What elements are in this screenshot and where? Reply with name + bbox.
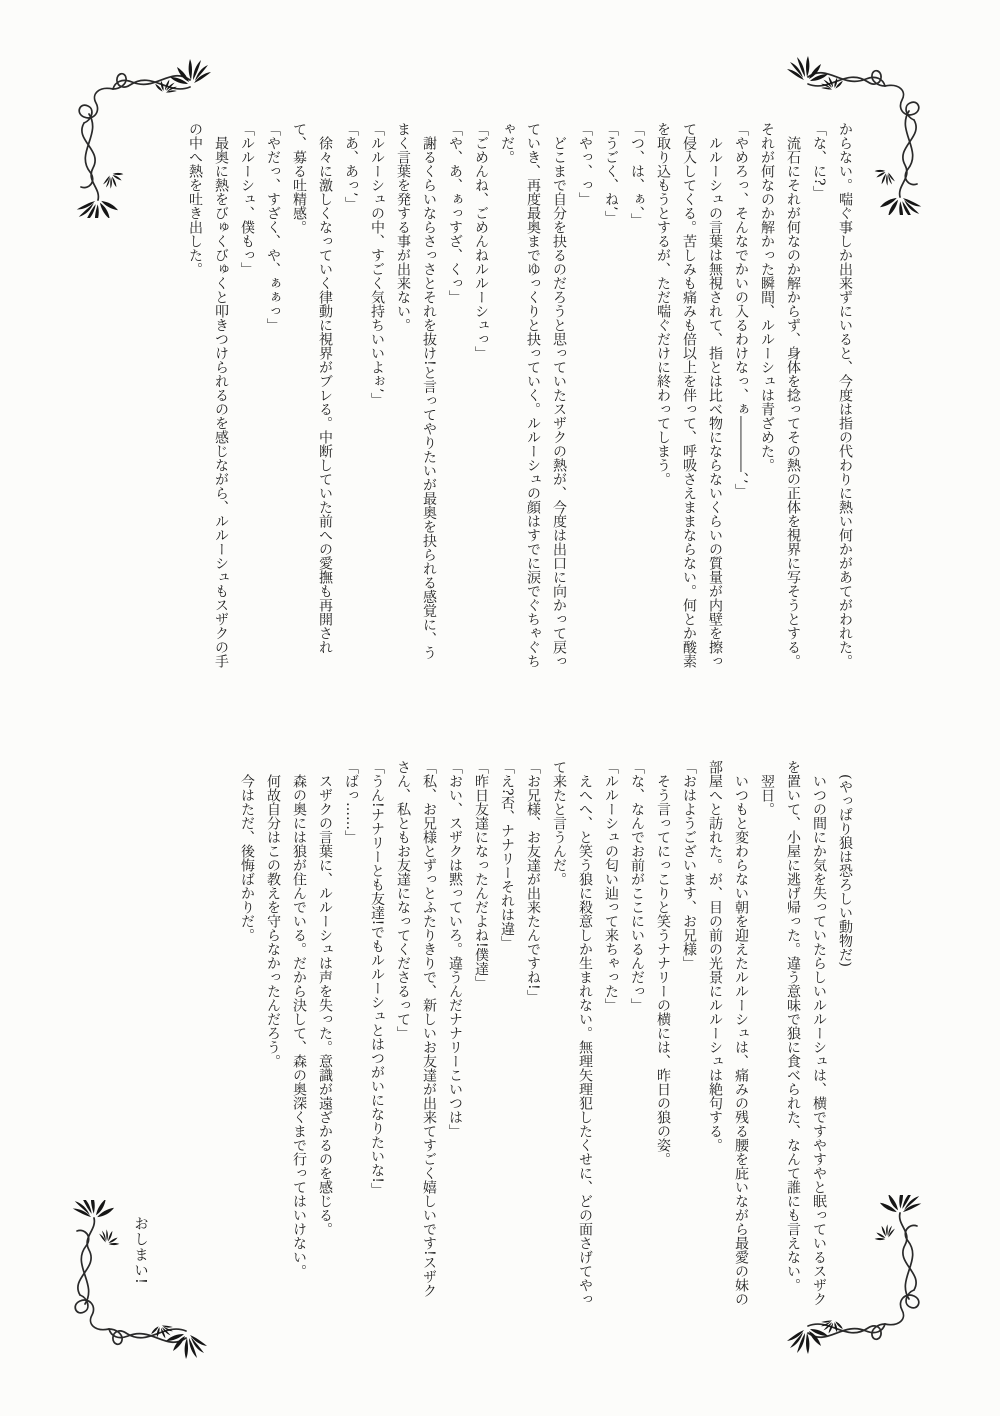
paragraph: (やっぱり狼は恐ろしい動物だ) xyxy=(837,774,853,967)
dialogue-line: 「やめろっ、そんなでかいの入るわけなっ、ぁ――――、’」 xyxy=(733,122,749,498)
dialogue-line: 「な、なんでお前がここにいるんだっ」 xyxy=(629,760,645,1012)
dialogue-line: 「ばっ……」 xyxy=(343,760,359,844)
ending-label: おしまい! xyxy=(132,1216,148,1285)
dialogue-line: 「お兄様、お友達が出来たんですね!」 xyxy=(525,760,541,1004)
dialogue-line: 「ルルーシュの中、すごく気持ちいいよぉ’」 xyxy=(369,122,385,407)
dialogue-line: 「私、お兄様とずっとふたりきりで、新しいお友達が出来てすごく嬉しいです!スザクさん、私ともお友達になってくださるって」 xyxy=(395,760,437,1298)
paragraph: どこまで自分を抉るのだろうと思っていたスザクの熱が、今度は出口に向かって戻っていき、再度最奥までゆっくりと抉っていく。ルルーシュの顔はすでに涙でぐちゃぐちゃだ。 xyxy=(499,122,567,668)
dialogue-line: 「昨日友達になったんだよね!僕達」 xyxy=(473,760,489,990)
paragraph: ルルーシュの言葉は無視されて、指とは比べ物にならないくらいの質量が内壁を擦って侵入してくる。苦しみも痛みも倍以上を伴って、呼吸さえままならない。何とか酸素を取り込もうとするが、ただ喘ぐだけに終わってしまう。 xyxy=(655,122,723,668)
paragraph: 翌日。 xyxy=(759,774,775,816)
dialogue-line: 「やっ、っ」 xyxy=(577,122,593,206)
dialogue-line: 「え?否、ナナリーそれは違」 xyxy=(499,760,515,950)
paragraph: スザクの言葉に、ルルーシュは声を失った。意識が遠ざかるのを感じる。 xyxy=(317,774,333,1236)
story-text-block-one xyxy=(182,122,858,668)
paragraph: 徐々に激しくなっていく律動に視界がブレる。中断していた前への愛撫も再開されて、募る吐精感。 xyxy=(291,122,333,654)
dialogue-line: 「ごめんね、ごめんねルルーシュっ」 xyxy=(473,122,489,360)
dialogue-line: 「おい、スザクは黙っていろ。違うんだナナリーこいつは」 xyxy=(447,760,463,1138)
dialogue-line: 「や、あ、ぁっすざ、くっ」 xyxy=(447,122,463,304)
dialogue-line: 「おはようございます、お兄様」 xyxy=(681,760,697,970)
dialogue-line: 「な、に?」 xyxy=(811,122,827,200)
dialogue-line: 「うん!ナナリーとも友達!でもルルーシュとはつがいになりたいな!」 xyxy=(369,760,385,1197)
dialogue-line: 「あ、あっ’」 xyxy=(343,122,359,211)
dialogue-line: 「うごく、ね’」 xyxy=(603,122,619,225)
paragraph: 何故自分はこの教えを守らなかったんだろう。 xyxy=(265,774,281,1068)
paragraph: 今はただ、後悔ばかりだ。 xyxy=(239,774,255,942)
story-text-block-two xyxy=(234,760,858,1306)
dialogue-line: 「つ、は、ぁ、」 xyxy=(629,122,645,227)
paragraph: そう言ってにっこりと笑うナナリーの横には、昨日の狼の姿。 xyxy=(655,774,671,1166)
paragraph: 最奥に熱をびゅくびゅくと叩きつけられるのを感じながら、ルルーシュもスザクの手の中へ熱を吐き出した。 xyxy=(187,122,229,668)
paragraph: からない。喘ぐ事しか出来ずにいると、今度は指の代わりに熱い何かがあてがわれた。 xyxy=(837,122,853,668)
dialogue-line: 「ルルーシュの匂い辿って来ちゃった」 xyxy=(603,760,619,1012)
paragraph: 森の奥には狼が住んでいる。だから決して、森の奥深くまで行ってはいけない。 xyxy=(291,774,307,1278)
paragraph: 流石にそれが何なのか解からず、身体を捻ってその熱の正体を視界に写そうとする。それが何なのか解かった瞬間、ルルーシュは青ざめた。 xyxy=(759,122,801,668)
paragraph: いつもと変わらない朝を迎えたルルーシュは、痛みの残る腰を庇いながら最愛の妹の部屋へと訪れた。が、目の前の光景にルルーシュは絶句する。 xyxy=(707,760,749,1306)
dialogue-line: 「やだっ、すざく、や、ぁぁっ」 xyxy=(265,122,281,332)
dialogue-line: 「ルルーシュ、僕もっ」 xyxy=(239,122,255,276)
paragraph: いつの間にか気を失っていたらしいルルーシュは、横ですやすやと眠っているスザクを置いて、小屋に逃げ帰った。違う意味で狼に食べられた、なんて誰にも言えない。 xyxy=(785,760,827,1306)
paragraph: 謝るくらいならさっさとそれを抜け!と言ってやりたいが最奥を抉られる感覚に、うまく言葉を発する事が出来ない。 xyxy=(395,122,437,660)
paragraph: えへへ、と笑う狼に殺意しか生まれない。無理矢理犯したくせに、どの面さげてやって来たと言うんだ。 xyxy=(551,760,593,1306)
